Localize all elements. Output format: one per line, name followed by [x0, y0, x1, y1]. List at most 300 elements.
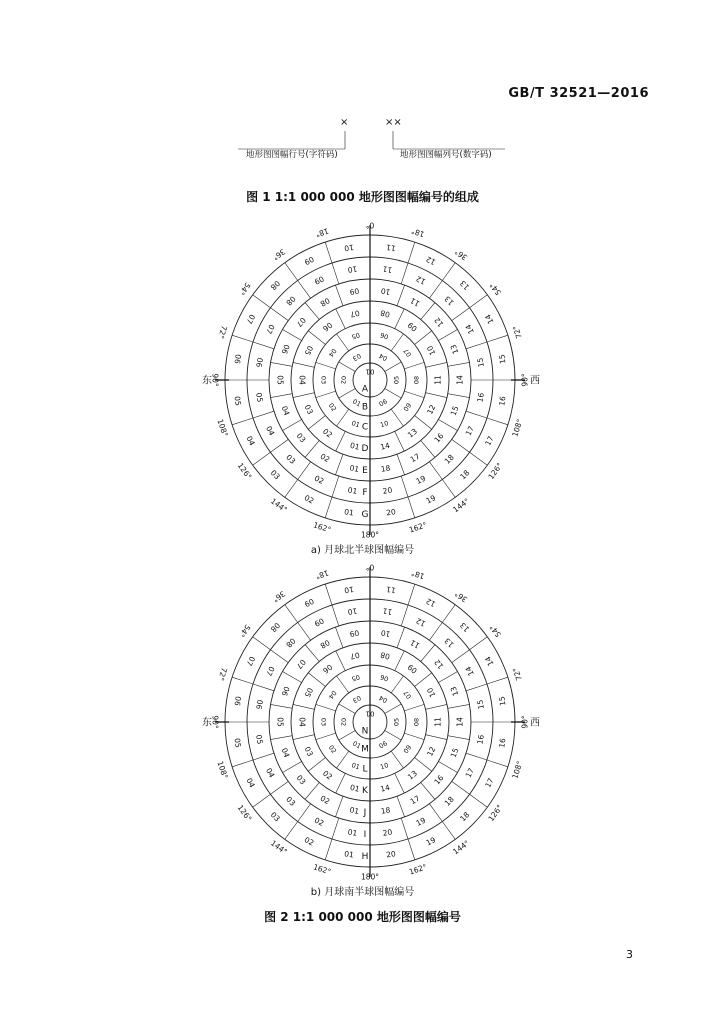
south-sector-line [429, 804, 442, 822]
north-cell-number: 16 [497, 395, 508, 407]
south-sector-line [232, 760, 253, 767]
north-cell-number: 15 [475, 357, 486, 368]
south-cell-number: 08 [379, 650, 391, 662]
north-sector-line [426, 362, 447, 367]
north-cell-number: 06 [254, 357, 265, 368]
north-cell-number: 04 [264, 424, 277, 438]
north-longitude-label: 126° [486, 461, 505, 482]
south-cell-number: 01 [351, 739, 363, 751]
south-sector-line [438, 762, 457, 773]
south-sector-line [316, 733, 336, 739]
south-sector-line [415, 758, 432, 772]
north-sector-line [421, 441, 435, 458]
south-cell-number: 12 [432, 657, 446, 671]
north-sector-line [316, 391, 336, 397]
south-cell-number: 11 [408, 637, 422, 651]
south-cell-number: 10 [425, 686, 438, 699]
south-cell-number: 18 [442, 794, 456, 808]
north-longitude-label: 108° [215, 417, 230, 438]
south-cell-number: 04 [279, 746, 292, 759]
north-sector-line [332, 476, 339, 497]
south-sector-line [438, 672, 457, 683]
south-longitude-label: 144° [451, 838, 472, 857]
north-cell-number: 10 [379, 419, 390, 430]
north-cell-number: 01 [347, 485, 358, 496]
north-sector-line [466, 411, 487, 418]
north-sector-line [404, 362, 424, 368]
north-sector-line [391, 334, 403, 351]
south-sector-line [404, 733, 424, 739]
north-sector-line [429, 280, 442, 298]
south-sector-line [316, 704, 336, 710]
south-sector-line [271, 736, 293, 740]
south-longitude-label: 18° [314, 568, 330, 581]
north-sector-line [285, 480, 298, 498]
north-row-letter: D [361, 444, 369, 454]
south-cell-number: 07 [294, 657, 308, 671]
south-sector-line [298, 804, 311, 822]
south-sector-line [325, 839, 332, 860]
south-cell-number: 11 [433, 717, 443, 727]
north-cell-number: 03 [268, 468, 282, 482]
south-sector-line [470, 794, 488, 807]
north-sector-line [452, 439, 470, 452]
south-hemisphere-diagram [0, 557, 725, 887]
south-cell-number: 14 [455, 717, 465, 727]
north-cell-number: 18 [380, 463, 392, 474]
north-sector-line [438, 330, 457, 341]
south-cell-number: 05 [232, 737, 243, 749]
south-longitude-label: 126° [235, 803, 254, 824]
north-sector-line [401, 263, 408, 284]
south-cell-number: 05 [392, 717, 401, 727]
north-cell-number: 14 [463, 322, 476, 336]
north-cell-number: 14 [455, 375, 465, 385]
figure-1-caption: 图 1 1:1 000 000 地形图图幅编号的组成 [246, 190, 479, 204]
south-sector-line [325, 584, 332, 605]
south-cell-number: 12 [425, 745, 438, 758]
south-sector-line [232, 677, 253, 684]
north-sector-line [470, 295, 488, 308]
south-cell-number: 07 [244, 654, 257, 668]
south-cell-number: 11 [382, 606, 393, 617]
south-cell-number: 08 [284, 636, 298, 650]
south-sector-line [397, 796, 405, 817]
south-cell-number: 01 [349, 782, 361, 794]
north-cell-number: 04 [297, 375, 307, 385]
south-row-letter: L [362, 764, 368, 775]
south-cell-number: 04 [244, 776, 257, 790]
north-sector-line [283, 330, 302, 341]
north-sector-line [253, 411, 274, 418]
north-sector-line [335, 285, 343, 306]
south-sector-line [442, 822, 455, 840]
standard-code: GB/T 32521—2016 [508, 86, 649, 101]
north-cell-number: 10 [425, 344, 438, 357]
south-sector-line [339, 704, 355, 714]
north-cell-number: 03 [302, 403, 315, 416]
north-sector-line [285, 263, 298, 281]
north-sector-line [442, 263, 455, 281]
south-sector-line [466, 753, 487, 760]
north-cell-number: 09 [401, 401, 414, 414]
south-cell-number: 06 [279, 685, 292, 698]
south-sector-line [401, 605, 408, 626]
south-cell-number: 15 [448, 746, 461, 759]
north-cell-number: 01 [343, 507, 355, 518]
north-sector-line [332, 263, 339, 284]
figure-1-brackets [0, 115, 725, 175]
south-cell-number: 01 [365, 709, 375, 718]
south-cell-number: 09 [348, 628, 360, 639]
south-cell-number: 02 [321, 768, 335, 782]
south-cell-number: 19 [414, 815, 428, 828]
north-sector-line [415, 416, 432, 430]
north-longitude-label: 90° [210, 373, 220, 387]
north-longitude-label: 144° [268, 496, 289, 515]
north-cell-number: 13 [405, 426, 419, 440]
col-code-mark: ×× [385, 117, 402, 128]
south-sector-line [452, 781, 470, 794]
north-longitude-label: 162° [407, 520, 428, 535]
north-cell-number: 01 [349, 440, 361, 452]
south-sector-line [298, 622, 311, 640]
south-sector-line [391, 676, 403, 693]
south-sector-line [270, 781, 288, 794]
south-cell-number: 10 [347, 606, 358, 617]
south-cell-number: 05 [275, 717, 285, 727]
north-sector-line [316, 362, 336, 368]
south-longitude-label: 180° [360, 872, 380, 882]
north-cell-number: 08 [268, 278, 282, 292]
north-sector-line [271, 362, 293, 366]
page-number: 3 [626, 948, 633, 961]
north-sector-line [408, 497, 415, 518]
north-longitude-label: 72° [216, 324, 229, 340]
north-cell-number: 13 [448, 343, 461, 356]
south-cell-number: 09 [302, 596, 316, 609]
south-sector-line [448, 736, 470, 740]
north-sector-line [429, 462, 442, 480]
north-sector-line [325, 497, 332, 518]
south-longitude-label: 0° [365, 562, 375, 572]
figure-1 [0, 115, 725, 175]
north-cell-number: 01 [365, 367, 375, 376]
north-sector-line [395, 431, 405, 451]
south-cell-number: 17 [483, 776, 496, 790]
south-cell-number: 03 [302, 745, 315, 758]
north-sector-line [293, 362, 314, 367]
south-sector-line [408, 839, 415, 860]
north-sector-line [336, 334, 348, 351]
north-cell-number: 05 [232, 395, 243, 407]
south-cell-number: 13 [458, 620, 472, 634]
south-cell-number: 20 [385, 849, 397, 860]
north-cell-number: 09 [312, 274, 326, 287]
south-longitude-label: 36° [453, 589, 470, 605]
north-longitude-label: 54° [237, 280, 253, 297]
north-cell-number: 16 [475, 392, 486, 403]
south-cell-number: 15 [475, 699, 486, 710]
south-cell-number: 04 [264, 766, 277, 780]
north-cell-number: 03 [284, 452, 298, 466]
south-sector-line [470, 637, 488, 650]
north-sector-line [253, 342, 274, 349]
north-sector-line [385, 362, 401, 372]
south-sector-line [293, 735, 314, 740]
north-longitude-label: 90° [520, 373, 530, 387]
north-cell-number: 02 [318, 451, 332, 465]
north-sector-line [253, 295, 271, 308]
north-cell-number: 17 [408, 451, 422, 465]
south-cell-number: 13 [448, 685, 461, 698]
south-sector-line [271, 704, 293, 708]
north-sector-line [283, 420, 302, 431]
south-cell-number: 03 [351, 693, 363, 705]
north-cell-number: 18 [458, 468, 472, 482]
north-cell-number: 02 [302, 493, 316, 506]
north-sector-line [470, 452, 488, 465]
north-cell-number: 17 [483, 434, 496, 448]
north-sector-line [336, 409, 348, 426]
north-cell-number: 12 [414, 274, 428, 287]
north-sector-line [442, 480, 455, 498]
south-sector-line [426, 735, 447, 740]
north-cell-number: 11 [385, 242, 397, 253]
north-cell-number: 06 [321, 320, 335, 334]
south-cell-number: 02 [318, 793, 332, 807]
north-cell-number: 12 [425, 403, 438, 416]
south-longitude-label: 108° [215, 759, 230, 780]
south-longitude-label: 162° [312, 862, 333, 877]
south-longitude-label: 54° [487, 622, 503, 639]
south-sector-line [332, 818, 339, 839]
north-row-letter: F [362, 488, 368, 498]
south-row-letter: K [362, 786, 368, 796]
south-sector-line [466, 684, 487, 691]
north-sector-line [271, 394, 293, 398]
south-sector-line [452, 650, 470, 663]
north-cell-number: 07 [264, 322, 277, 336]
north-cell-number: 03 [319, 375, 328, 385]
north-cell-number: 05 [275, 375, 285, 385]
south-cell-number: 04 [377, 693, 389, 705]
south-sector-line [395, 773, 405, 793]
south-cell-number: 13 [405, 768, 419, 782]
south-row-letter: M [361, 744, 369, 755]
north-longitude-label: 144° [451, 496, 472, 515]
south-cell-number: 01 [350, 761, 361, 772]
south-cell-number: 02 [302, 835, 316, 848]
north-sector-line [339, 389, 355, 399]
south-sector-line [336, 773, 346, 793]
north-cell-number: 05 [392, 375, 401, 385]
south-sector-line [442, 605, 455, 623]
south-cell-number: 04 [326, 688, 339, 701]
north-cell-number: 17 [463, 424, 476, 438]
south-cell-number: 05 [350, 672, 361, 683]
north-west-label: 西 [530, 375, 540, 387]
south-cell-number: 12 [424, 596, 438, 609]
south-cell-number: 09 [312, 616, 326, 629]
north-cell-number: 13 [442, 294, 456, 308]
north-sector-line [395, 309, 405, 329]
north-cell-number: 05 [254, 392, 265, 403]
south-cell-number: 20 [382, 827, 393, 838]
north-longitude-label: 18° [410, 226, 426, 239]
south-longitude-label: 90° [210, 715, 220, 729]
north-cell-number: 11 [433, 375, 443, 385]
north-sector-line [270, 439, 288, 452]
south-longitude-label: 144° [268, 838, 289, 857]
north-row-letter: A [361, 384, 369, 395]
north-sector-line [305, 303, 319, 320]
north-longitude-label: 162° [312, 520, 333, 535]
south-sector-line [283, 762, 302, 773]
north-sector-line [293, 393, 314, 398]
north-longitude-label: 36° [270, 247, 287, 263]
south-sector-line [308, 758, 325, 772]
south-sector-line [305, 783, 319, 800]
north-sector-line [298, 280, 311, 298]
north-sector-line [305, 441, 319, 458]
north-east-label: 东 [202, 375, 212, 387]
north-sector-line [308, 331, 325, 345]
north-cell-number: 14 [379, 440, 391, 452]
north-caption: a) 月球北半球图幅编号 [310, 545, 415, 556]
north-cell-number: 11 [408, 295, 422, 309]
north-cell-number: 02 [312, 473, 326, 486]
south-cell-number: 08 [412, 717, 421, 727]
north-cell-number: 14 [483, 312, 496, 326]
north-sector-line [438, 420, 457, 431]
north-cell-number: 07 [349, 308, 361, 320]
south-row-letter: J [363, 808, 367, 818]
north-cell-number: 02 [326, 401, 339, 414]
south-longitude-label: 126° [486, 803, 505, 824]
north-sector-line [270, 308, 288, 321]
south-east-label: 东 [202, 717, 212, 729]
south-row-letter: H [361, 852, 369, 862]
north-sector-line [401, 476, 408, 497]
north-cell-number: 06 [232, 353, 243, 365]
south-cell-number: 06 [321, 662, 335, 676]
south-cell-number: 10 [379, 761, 390, 772]
south-cell-number: 05 [302, 686, 315, 699]
north-longitude-label: 108° [510, 417, 525, 438]
south-sector-line [336, 676, 348, 693]
south-cell-number: 06 [379, 672, 390, 683]
south-sector-line [426, 704, 447, 709]
north-cell-number: 08 [379, 308, 391, 320]
north-cell-number: 12 [432, 315, 446, 329]
north-sector-line [487, 335, 508, 342]
north-sector-line [232, 418, 253, 425]
south-cell-number: 19 [424, 835, 438, 848]
north-cell-number: 20 [385, 507, 397, 518]
north-cell-number: 01 [351, 397, 363, 409]
south-cell-number: 01 [347, 827, 358, 838]
north-cell-number: 06 [379, 330, 390, 341]
south-cell-number: 03 [268, 810, 282, 824]
north-sector-line [415, 331, 432, 345]
north-cell-number: 19 [424, 493, 438, 506]
south-sector-line [335, 627, 343, 648]
south-sector-line [385, 704, 401, 714]
south-cell-number: 08 [268, 620, 282, 634]
south-cell-number: 01 [348, 805, 360, 816]
south-longitude-label: 72° [216, 666, 229, 682]
north-sector-line [466, 342, 487, 349]
south-sector-line [339, 731, 355, 741]
south-cell-number: 09 [401, 743, 414, 756]
south-sector-line [421, 645, 435, 662]
south-cell-number: 07 [349, 650, 361, 662]
south-longitude-label: 162° [407, 862, 428, 877]
north-cell-number: 11 [382, 264, 393, 275]
south-sector-line [253, 684, 274, 691]
south-cell-number: 01 [343, 849, 355, 860]
north-sector-line [232, 335, 253, 342]
north-cell-number: 08 [284, 294, 298, 308]
south-west-label: 西 [530, 717, 540, 729]
south-sector-line [404, 704, 424, 710]
row-code-mark: × [340, 117, 349, 128]
south-cell-number: 08 [318, 637, 332, 651]
south-cell-number: 06 [377, 739, 389, 751]
south-sector-line [385, 731, 401, 741]
north-cell-number: 04 [244, 434, 257, 448]
south-sector-line [332, 605, 339, 626]
south-sector-line [335, 796, 343, 817]
south-longitude-label: 18° [410, 568, 426, 581]
north-sector-line [408, 242, 415, 263]
south-cell-number: 15 [497, 695, 508, 707]
north-cell-number: 13 [458, 278, 472, 292]
north-sector-line [335, 454, 343, 475]
north-cell-number: 05 [350, 330, 361, 341]
south-cell-number: 03 [294, 773, 308, 787]
north-cell-number: 05 [302, 344, 315, 357]
south-cell-number: 14 [463, 664, 476, 678]
south-cell-number: 05 [254, 734, 265, 745]
north-row-letter: C [361, 422, 369, 433]
south-sector-line [395, 651, 405, 671]
south-cell-number: 14 [483, 654, 496, 668]
north-cell-number: 06 [377, 397, 389, 409]
south-longitude-label: 108° [510, 759, 525, 780]
north-cell-number: 07 [294, 315, 308, 329]
south-sector-line [448, 704, 470, 708]
south-cell-number: 17 [408, 793, 422, 807]
north-cell-number: 07 [401, 346, 414, 359]
north-cell-number: 10 [380, 286, 392, 297]
north-longitude-label: 72° [511, 324, 524, 340]
south-cell-number: 02 [326, 743, 339, 756]
south-sector-line [421, 783, 435, 800]
north-cell-number: 01 [350, 419, 361, 430]
south-cell-number: 13 [442, 636, 456, 650]
north-cell-number: 12 [424, 254, 438, 267]
north-cell-number: 06 [279, 343, 292, 356]
south-cell-number: 12 [414, 616, 428, 629]
south-cell-number: 07 [401, 688, 414, 701]
north-cell-number: 09 [302, 254, 316, 267]
north-sector-line [452, 308, 470, 321]
south-caption: b) 月球南半球图幅编号 [310, 887, 415, 898]
north-cell-number: 20 [382, 485, 393, 496]
south-sector-line [253, 637, 271, 650]
